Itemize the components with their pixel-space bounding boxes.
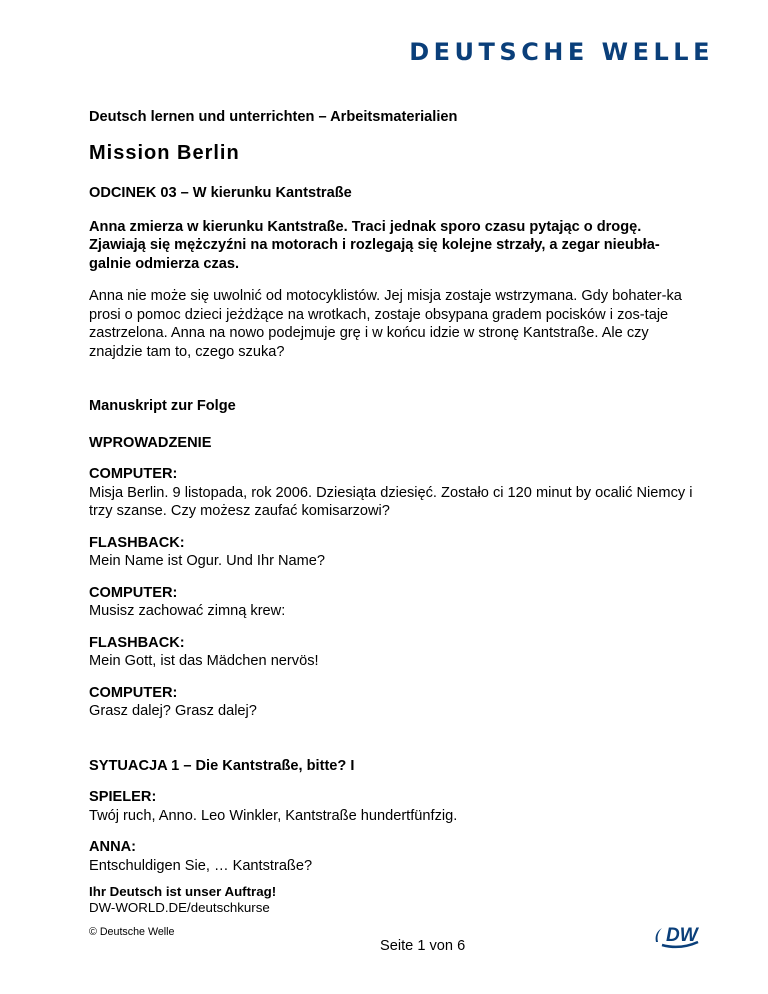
- dialogue-block: [89, 534, 699, 571]
- dialogue-text: Mein Name ist Ogur. Und Ihr Name?: [89, 553, 326, 569]
- dialogue-block: [89, 838, 699, 875]
- footer-copyright: © Deutsche Welle: [89, 926, 175, 938]
- dialogue-block: [89, 634, 699, 671]
- dialogue-text: Mein Gott, ist das Mädchen nervös!: [89, 653, 319, 669]
- episode-heading: ODCINEK 03 – W kierunku Kantstraße: [89, 185, 352, 201]
- speaker-label: FLASHBACK:: [89, 534, 185, 551]
- dw-logo-text: DW: [666, 925, 698, 946]
- episode-description: Anna nie może się uwolnić od motocyklistów. Jej misja zostaje wstrzymana. Gdy bohater-ka prosi o pomoc dzieci jeżdżące na wrotkach, zostaje obsypana gradem pocisków i zos-taje zastrzelona. Anna na nowo podejmuje grę i w końcu idzie w stronę Kantstraße. Ale czy znajdzie tam to, czego szuka?: [89, 288, 682, 360]
- page-title: Mission Berlin: [89, 141, 240, 164]
- manuscript-heading: Manuskript zur Folge: [89, 398, 236, 414]
- speaker-label: SPIELER:: [89, 789, 157, 805]
- episode-summary: Anna zmierza w kierunku Kantstraße. Traci jednak sporo czasu pytając o drogę. Zjawiają się mężczyźni na motorach i rozlegają się kolejne strzały, a zegar nieubła-galnie odmierza czas.: [89, 218, 660, 272]
- section-heading-intro: WPROWADZENIE: [89, 434, 212, 451]
- dialogue-text: Grasz dalej? Grasz dalej?: [89, 703, 257, 719]
- footer-slogan: Ihr Deutsch ist unser Auftrag!: [89, 884, 277, 899]
- series-heading: Deutsch lernen und unterrichten – Arbeitsmaterialien: [89, 109, 458, 125]
- dialogue-block: [89, 465, 699, 521]
- page-number: Seite 1 von 6: [380, 938, 466, 954]
- document-body: [89, 108, 699, 875]
- dialogue-block: [89, 584, 699, 621]
- dw-logo-icon: [652, 920, 714, 950]
- dialogue-text: Misja Berlin. 9 listopada, rok 2006. Dziesiąta dziesięć. Zostało ci 120 minut by ocalić Niemcy i trzy szanse. Czy możesz zaufać komisarzowi?: [89, 484, 693, 519]
- section-heading-situation: SYTUACJA 1 – Die Kantstraße, bitte? I: [89, 757, 355, 774]
- dialogue-text: Twój ruch, Anno. Leo Winkler, Kantstraße hundertfünfzig.: [89, 807, 458, 824]
- speaker-label: COMPUTER:: [89, 466, 178, 482]
- footer: [89, 884, 276, 938]
- footer-url: DW-WORLD.DE/deutschkurse: [89, 900, 270, 915]
- speaker-label: FLASHBACK:: [89, 634, 185, 651]
- dialogue-text: Entschuldigen Sie, … Kantstraße?: [89, 857, 313, 874]
- brand-header: DEUTSCHE WELLE: [409, 38, 714, 66]
- speaker-label: COMPUTER:: [89, 684, 178, 701]
- dialogue-block: [89, 788, 699, 825]
- dialogue-text: Musisz zachować zimną krew:: [89, 603, 286, 619]
- dialogue-block: [89, 684, 699, 721]
- speaker-label: ANNA:: [89, 839, 137, 855]
- speaker-label: COMPUTER:: [89, 584, 178, 601]
